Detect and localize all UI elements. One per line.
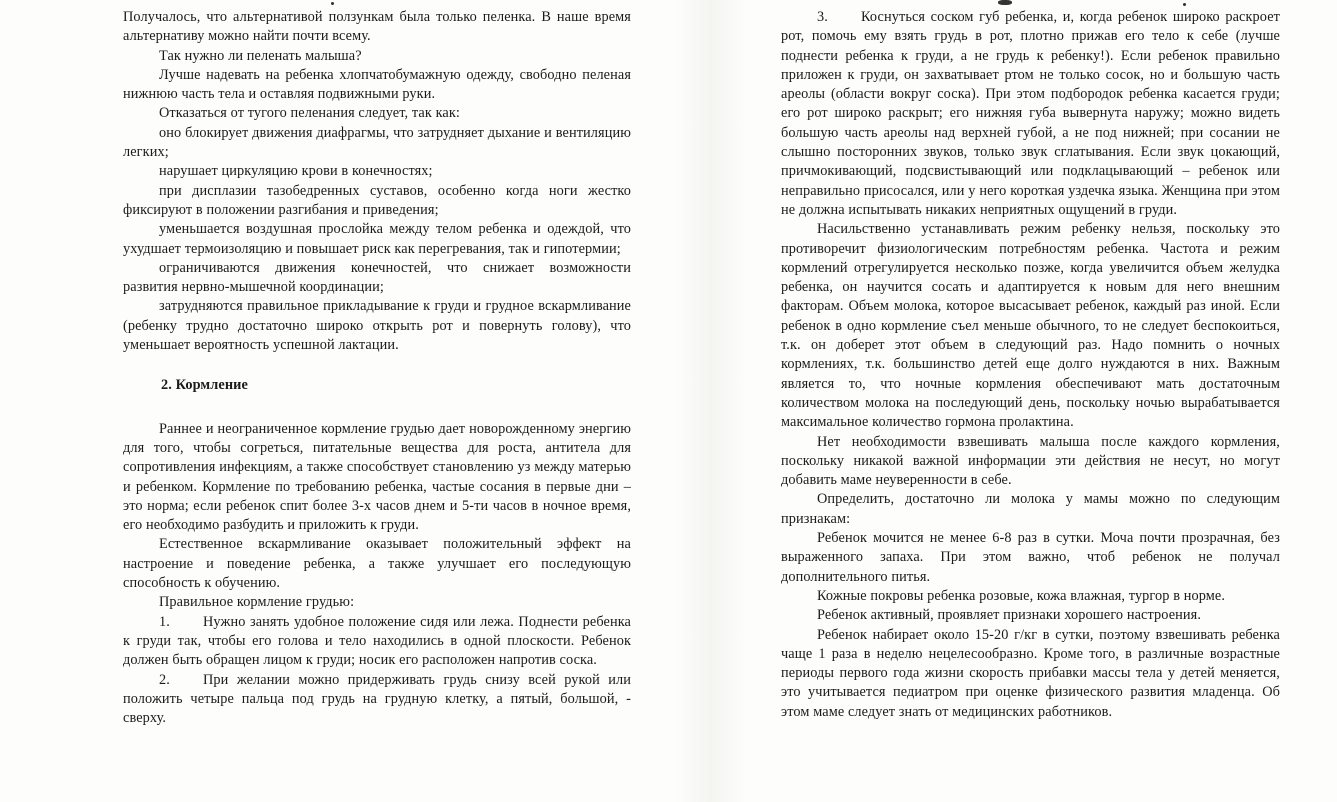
scan-speck	[1183, 3, 1186, 6]
list-item: нарушает циркуляцию крови в конечностях;	[159, 163, 433, 180]
list-item: Кожные покровы ребенка розовые, кожа влажная, тургор в норме.	[817, 587, 1226, 604]
paragraph: Правильное кормление грудью:	[159, 594, 355, 611]
numbered-item	[123, 613, 631, 671]
item-text: При желании можно придерживать грудь снизу всей рукой или положить четыре пальца под грудь на грудную клетку, а пятый, большой, - сверху.	[123, 671, 631, 727]
item-number: 1.	[159, 613, 170, 630]
numbered-item	[123, 671, 631, 729]
paragraph: Получалось, что альтернативой ползункам была только пеленка. В наше время альтернативу можно найти почти всему.	[123, 9, 631, 45]
numbered-item	[781, 8, 1280, 220]
paragraph: Определить, достаточно ли молока у мамы можно по следующим признакам:	[781, 491, 1280, 527]
item-number: 2.	[159, 671, 170, 688]
list-item: при дисплазии тазобедренных суставов, особенно когда ноги жестко фиксируют в положении разгибания и приведения;	[123, 182, 631, 218]
paragraph: Так нужно ли пеленать малыша?	[159, 47, 362, 64]
paragraph: Лучше надевать на ребенка хлопчатобумажную одежду, свободно пеленая нижнюю часть тела и оставляя подвижными руки.	[123, 66, 631, 103]
paragraph: Раннее и неограниченное кормление грудью дает новорожденному энергию для того, чтобы согреться, питательные вещества для роста, антитела для сопротивления инфекциям, а также способствует становлению уз между матерью и ребенком. Кормление по требованию ребенка, частые сосания в первые дни – это норма; если ребенок спит более 3-х часов днем и 5-ти часов в ночное время, его необходимо разбудить и приложить к груди.	[123, 420, 631, 534]
list-item: затрудняются правильное прикладывание к груди и грудное вскармливание (ребенку трудно достаточно широко открыть рот и повернуть голову), что уменьшает вероятность успешной лактации.	[123, 298, 631, 354]
right-page	[781, 8, 1280, 802]
paragraph: Ребенок набирает около 15-20 г/кг в сутки, поэтому взвешивать ребенка чаще 1 раза в неделю нецелесообразно. Кроме того, в различные возрастные периоды первого года жизни скорость прибавки массы тела у детей меняется, это учитывается педиатром при оценке физического развития младенца. Об этом маме следует знать от медицинских работников.	[781, 626, 1280, 720]
paragraph: Естественное вскармливание оказывает положительный эффект на настроение и поведение ребенка, а также улучшает его последующую способность к обучению.	[123, 536, 631, 592]
book-gutter	[676, 0, 746, 802]
list-item: оно блокирует движения диафрагмы, что затрудняет дыхание и вентиляцию легких;	[123, 124, 631, 161]
list-item: уменьшается воздушная прослойка между телом ребенка и одеждой, что ухудшает термоизоляцию и повышает риск как перегревания, так и гипотермии;	[123, 221, 631, 257]
item-text: Коснуться соском губ ребенка, и, когда ребенок широко раскроет рот, помочь ему взять грудь в рот, плотно прижав его тело к себе (лучше поднести ребенка к груди, а не грудь к ребенку!). Если ребенок правильно приложен к груди, он захватывает ртом не только сосок, но и большую часть ареолы (области вокруг соска). При этом подбородок ребенка касается груди; его рот широко раскрыт; его нижняя губа вывернута наружу; можно видеть большую часть ареолы над верхней губой, а не под нижней; при сосании не слышно посторонних звуков, только звук сглатывания. Если звук цокающий, причмокивающий, подсвистывающий или подклацывающий – ребенок или неправильно присосался, или у него короткая уздечка языка. Женщина при этом не должна испытывать никаких неприятных ощущений в груди.	[781, 9, 1280, 218]
scan-speck	[331, 2, 334, 5]
paragraph: Отказаться от тугого пеленания следует, так как:	[159, 105, 460, 122]
list-item: Ребенок активный, проявляет признаки хорошего настроения.	[817, 607, 1201, 624]
item-text: Нужно занять удобное положение сидя или лежа. Поднести ребенка к груди так, чтобы его голова и тело находились в одной плоскости. Ребенок должен быть обращен лицом к груди; носик его расположен напротив соска.	[123, 613, 631, 669]
left-page	[123, 8, 631, 802]
paragraph: Насильственно устанавливать режим ребенку нельзя, поскольку это противоречит физиологическим потребностям ребенка. Частота и режим кормлений отрегулируется несколько позже, когда увеличится объем желудка ребенка, он научится сосать и адаптируется к новым для него внешним факторам. Объем молока, которое высасывает ребенок, каждый раз иной. Если ребенок в одно кормление съел меньше обычного, то не следует беспокоиться, т.к. он доберет этот объем в следующий раз. Надо помнить о ночных кормлениях, т.к. большинство детей еще долго нуждаются в них. Важным является то, что ночные кормления обеспечивают мать достаточным количеством молока на последующий день, поскольку ночью вырабатывается максимальное количество гормона пролактина.	[781, 221, 1280, 431]
list-item: ограничиваются движения конечностей, что снижает возможности развития нервно-мышечной координации;	[123, 259, 631, 296]
list-item: Ребенок мочится не менее 6-8 раз в сутки. Моча почти прозрачная, без выраженного запаха. При этом важно, чтоб ребенок не получал дополнительного питья.	[781, 530, 1280, 585]
paragraph: Нет необходимости взвешивать малыша после каждого кормления, поскольку никакой важной информации эти действия не несут, но могут добавить маме неуверенности в себе.	[781, 433, 1280, 489]
item-number: 3.	[817, 9, 828, 25]
section-heading: 2. Кормление	[161, 377, 248, 394]
scan-speck	[998, 0, 1012, 5]
